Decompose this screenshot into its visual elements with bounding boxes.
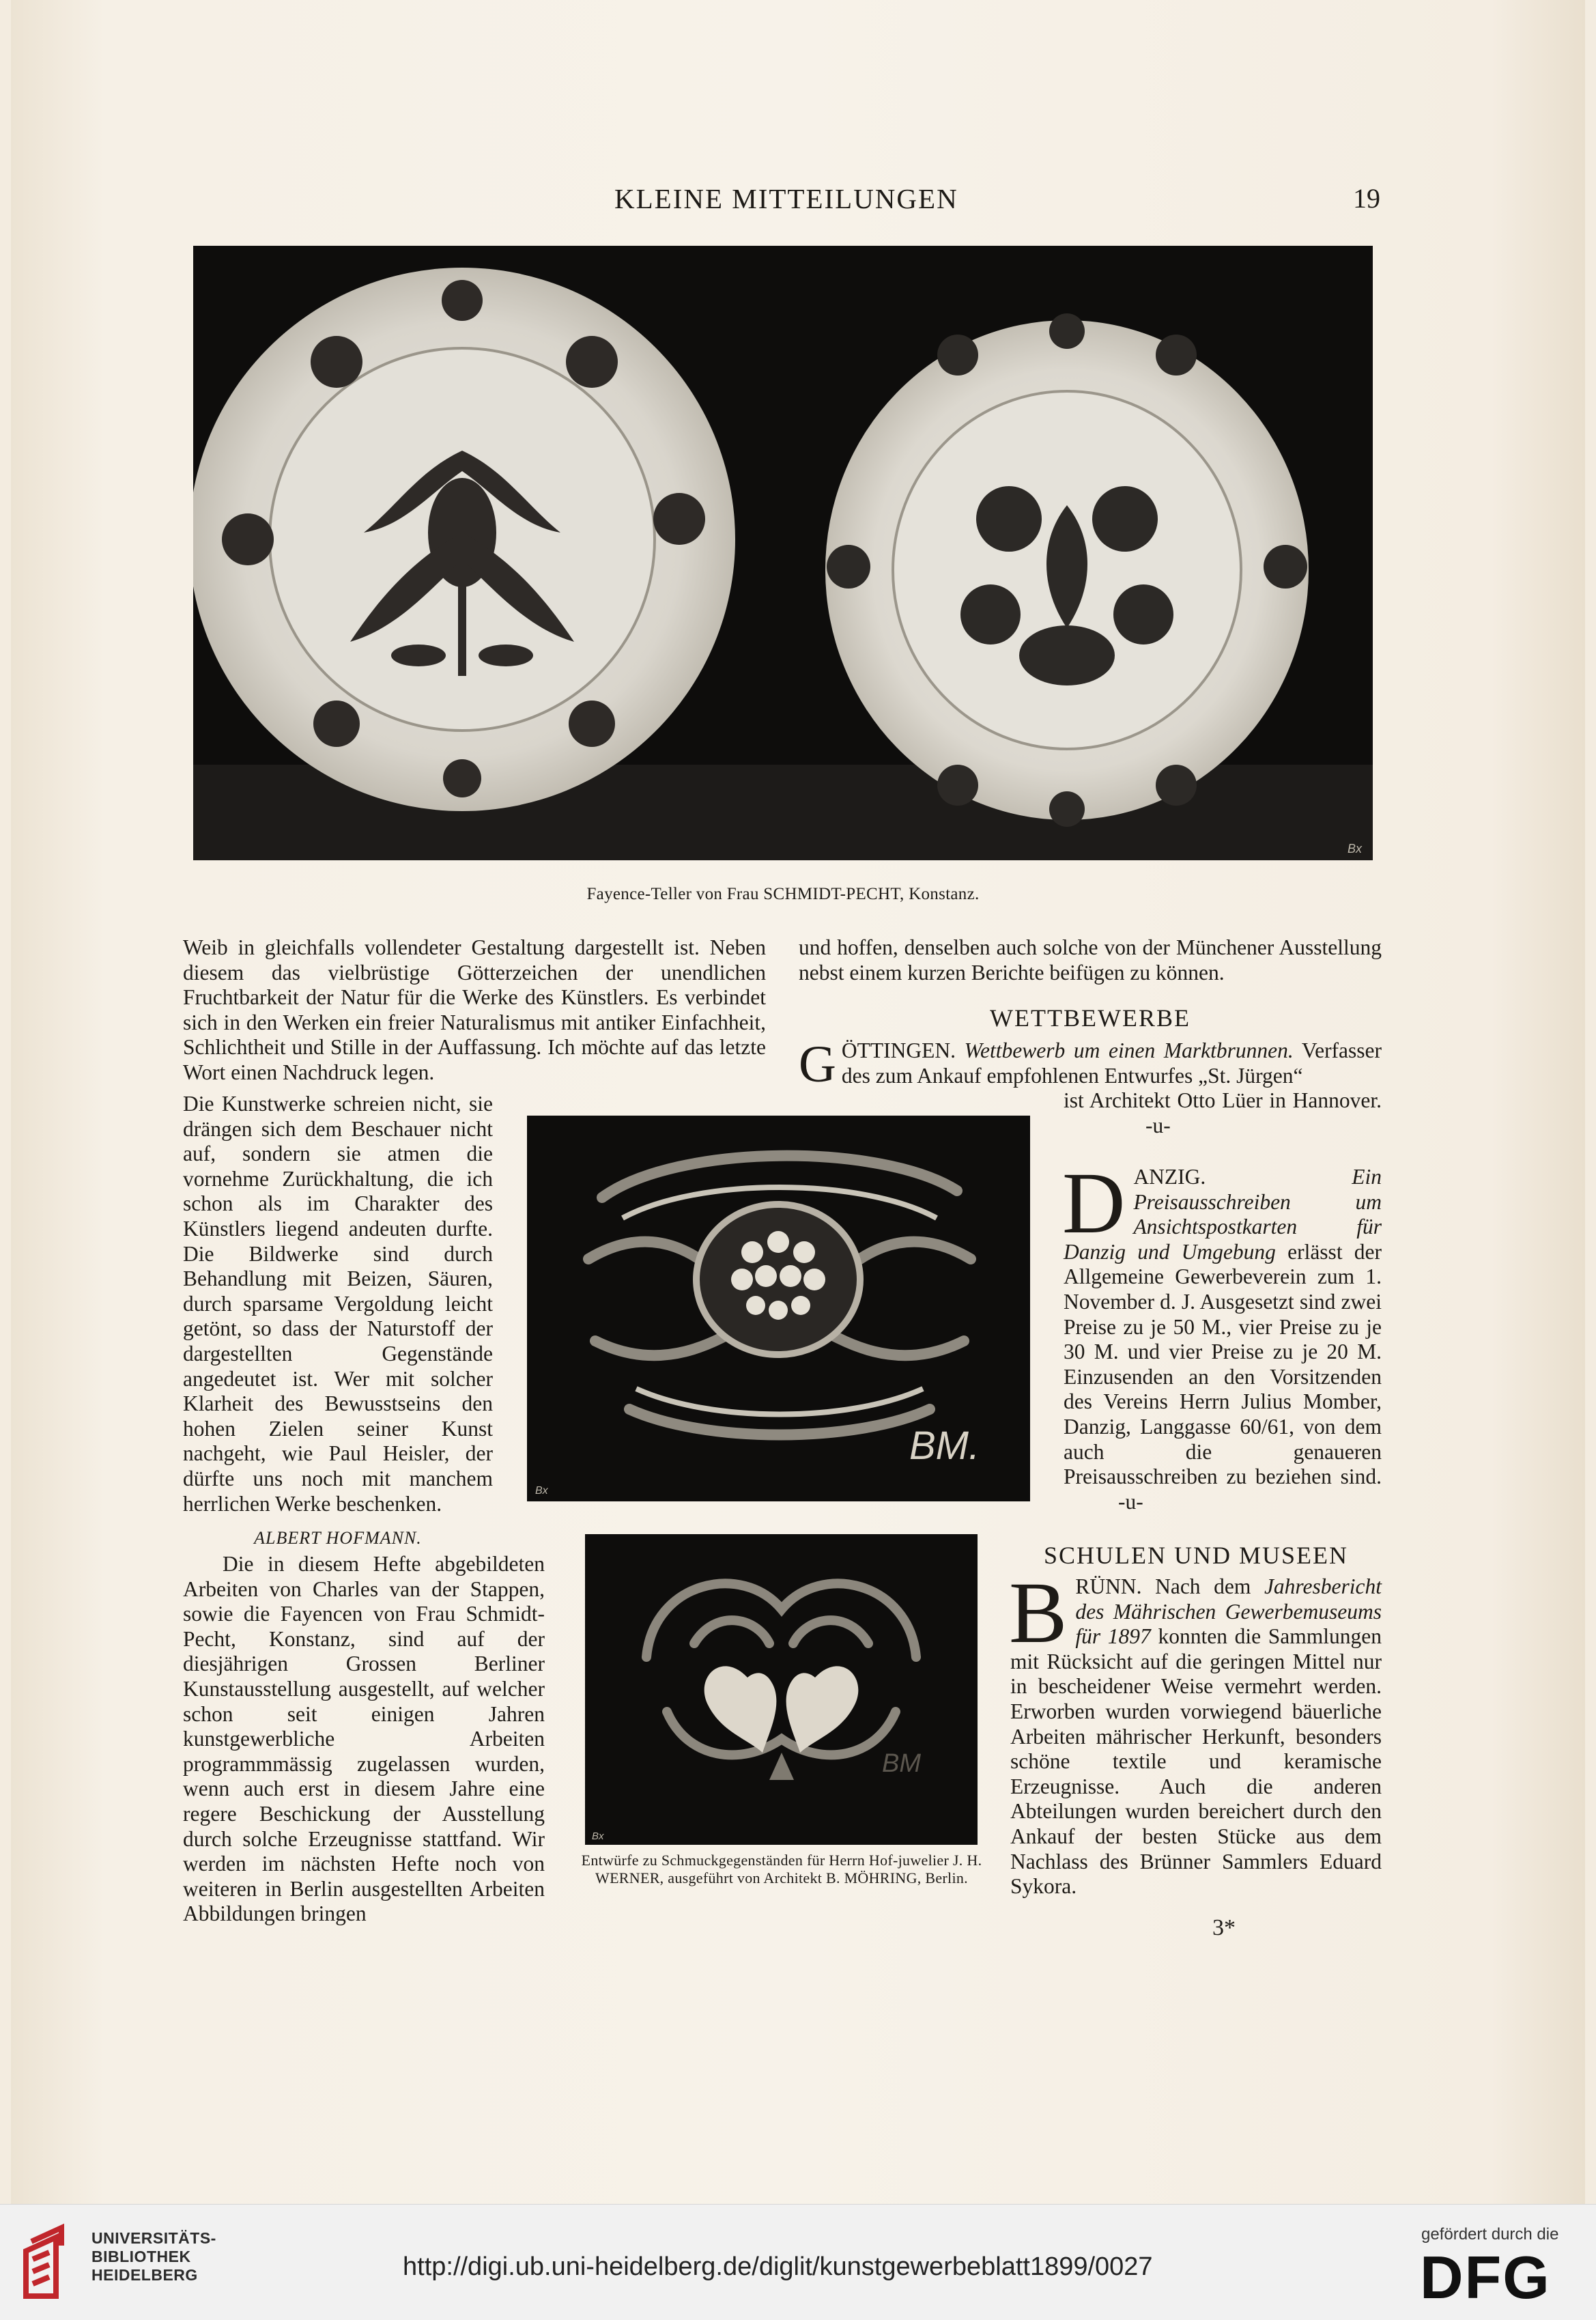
page-number: 19 — [1353, 183, 1380, 214]
signature-mark: 3* — [1212, 1915, 1236, 1940]
place-name: RÜNN. — [1075, 1574, 1142, 1598]
entry-text: konnten die Sammlungen mit Rücksicht auf die geringen Mittel nur in bescheidener Weise vermehrt werden. Erworben wurden vorwiegend bäuerliche Arbeiten mährischer Herkunft, besonders schöne textile und keramische Erzeugnisse. Auch die anderen Abteilungen wurden bereichert durch den Ankauf der besten Stücke aus dem Nachlass des Brünner Sammlers Eduard Sykora. — [1010, 1624, 1382, 1899]
entry-lead: Nach dem — [1155, 1574, 1251, 1598]
footer-bar — [0, 2204, 1596, 2320]
dfg-logo: DFG — [1420, 2244, 1551, 2311]
paragraph: Die Kunstwerke schreien nicht, sie drängen sich dem Beschauer nicht auf, sondern sie atmen die vornehme Zurückhaltung, die ich schon als im Charakter des Künstlers liegend andeuten durfte. Die Bildwerke sind durch Behandlung mit Beizen, Säuren, durch sparsame Vergoldung leicht getönt, so dass der Naturstoff der dargestellten Gegenstände angedeutet ist. Wer mit solcher Klarheit des Bewusstseins den hohen Zielen seiner Kunst nachgeht, wie Paul Heisler, der dürfte uns noch mit manchem herrlichen Werke beschenken. — [183, 1092, 493, 1516]
entry-text: ist Architekt Otto Lüer in Hannover. — [1064, 1088, 1382, 1112]
paragraph: Weib in gleichfalls vollendeter Gestaltung dargestellt ist. Neben diesem das vielbrüstige Götterzeichen der unendlichen Fruchtbarkeit der Natur für die Werke des Künstlers. Es verbindet sich in den Werken ein freier Naturalismus mit antiker Einfachheit, Schlichtheit und Stille in der Auffassung. Ich möchte auf das letzte Wort einen Nachdruck legen. — [183, 935, 766, 1084]
place-name: ANZIG. — [1133, 1165, 1206, 1189]
schulen-heading: SCHULEN UND MUSEEN — [1043, 1542, 1348, 1569]
plates-caption: Fayence-Teller von Frau SCHMIDT-PECHT, Konstanz. — [586, 885, 980, 903]
photo-mark: Bx — [592, 1830, 604, 1842]
left-plate — [193, 268, 735, 811]
goettingen-entry — [799, 1036, 1382, 1093]
paragraph: und hoffen, denselben auch solche von der Münchener Ausstellung nebst einem kurzen Berichte beifügen zu können. — [799, 935, 1382, 985]
right-intro-paragraph — [799, 935, 1382, 985]
paragraph: Die in diesem Hefte abgebildeten Arbeiten von Charles van der Stappen, sowie die Fayencen von Frau Schmidt-Pecht, Konstanz, sind auf der diesjährigen Grossen Berliner Kunstausstellung ausgestellt, auf welcher schon seit einigen Jahren kunstgewerbliche Arbeiten programmmässig zugelassen wurden, wenn auch erst in diesem Jahre eine regere Beschickung der Ausstellung durch solche Erzeugnisse stattfand. Wir werden im nächsten Hefte noch von weiteren in Berlin ausgestellten Arbeiten Abbildungen bringen — [183, 1552, 545, 1926]
left-closing-paragraph — [183, 1552, 545, 1927]
jewel-design-small — [585, 1534, 978, 1845]
jewel-design-large — [527, 1116, 1030, 1501]
entry-subject: Jahresbericht des Mährischen Gewerbemuseums für 1897 — [1075, 1574, 1382, 1649]
right-plate — [825, 313, 1309, 827]
university-library-logo-icon — [19, 2221, 87, 2303]
drop-capital: B — [1009, 1564, 1068, 1661]
university-library-name: UNIVERSITÄTS- BIBLIOTHEK HEIDELBERG — [91, 2229, 216, 2284]
author-signature: ALBERT HOFMANN. — [254, 1528, 422, 1548]
entry-text: erlässt der Allgemeine Gewerbeverein zum 1. November d. J. Ausgesetzt sind zwei Preise zu je 50 M., vier Preise zu je 30 M. und vier Preise zu je 20 M. Einzusenden an den Vorsitzenden des Vereins Herrn Julius Momber, Danzig, Langgasse 60/61, von dem auch die genaueren Preisausschreiben zu beziehen sind. — [1064, 1239, 1382, 1489]
entry-subject: Wettbewerb um einen Marktbrunnen. — [964, 1038, 1294, 1062]
jewelry-caption: Entwürfe zu Schmuckgegenständen für Herrn Hof-juwelier J. H. WERNER, ausgeführt von Architekt B. MÖHRING, Berlin. — [581, 1852, 982, 1886]
left-top-paragraph — [183, 935, 766, 1086]
plates-photograph — [193, 246, 1373, 860]
wettbewerbe-heading: WETTBEWERBE — [990, 1004, 1191, 1032]
entry-subject: Ein Preisausschreiben um Ansichtspostkarten für Danzig und Umgebung — [1064, 1165, 1382, 1264]
entry-sign: -u- — [1145, 1113, 1171, 1137]
drop-capital: G — [799, 1036, 836, 1093]
entry-text: Verfasser des zum Ankauf empfohlenen Entwurfes „St. Jürgen“ — [841, 1038, 1382, 1088]
place-name: ÖTTINGEN. — [841, 1038, 956, 1062]
source-url[interactable]: http://digi.ub.uni-heidelberg.de/diglit/kunstgewerbeblatt1899/0027 — [403, 2252, 1153, 2281]
left-narrow-paragraph — [183, 1092, 493, 1516]
jewel-signature: BM. — [909, 1424, 980, 1468]
running-title: KLEINE MITTEILUNGEN — [614, 183, 958, 214]
goettingen-entry-continued — [1064, 1088, 1382, 1138]
jewel-signature: BM — [882, 1749, 921, 1778]
photo-mark: Bx — [535, 1485, 548, 1497]
photo-mark: Bx — [1347, 842, 1362, 855]
bruenn-entry — [1009, 1564, 1382, 1899]
funder-label: gefördert durch die — [1421, 2225, 1559, 2244]
entry-sign: -u- — [1118, 1489, 1143, 1514]
drop-capital: D — [1062, 1155, 1126, 1251]
danzig-entry — [1062, 1155, 1382, 1514]
